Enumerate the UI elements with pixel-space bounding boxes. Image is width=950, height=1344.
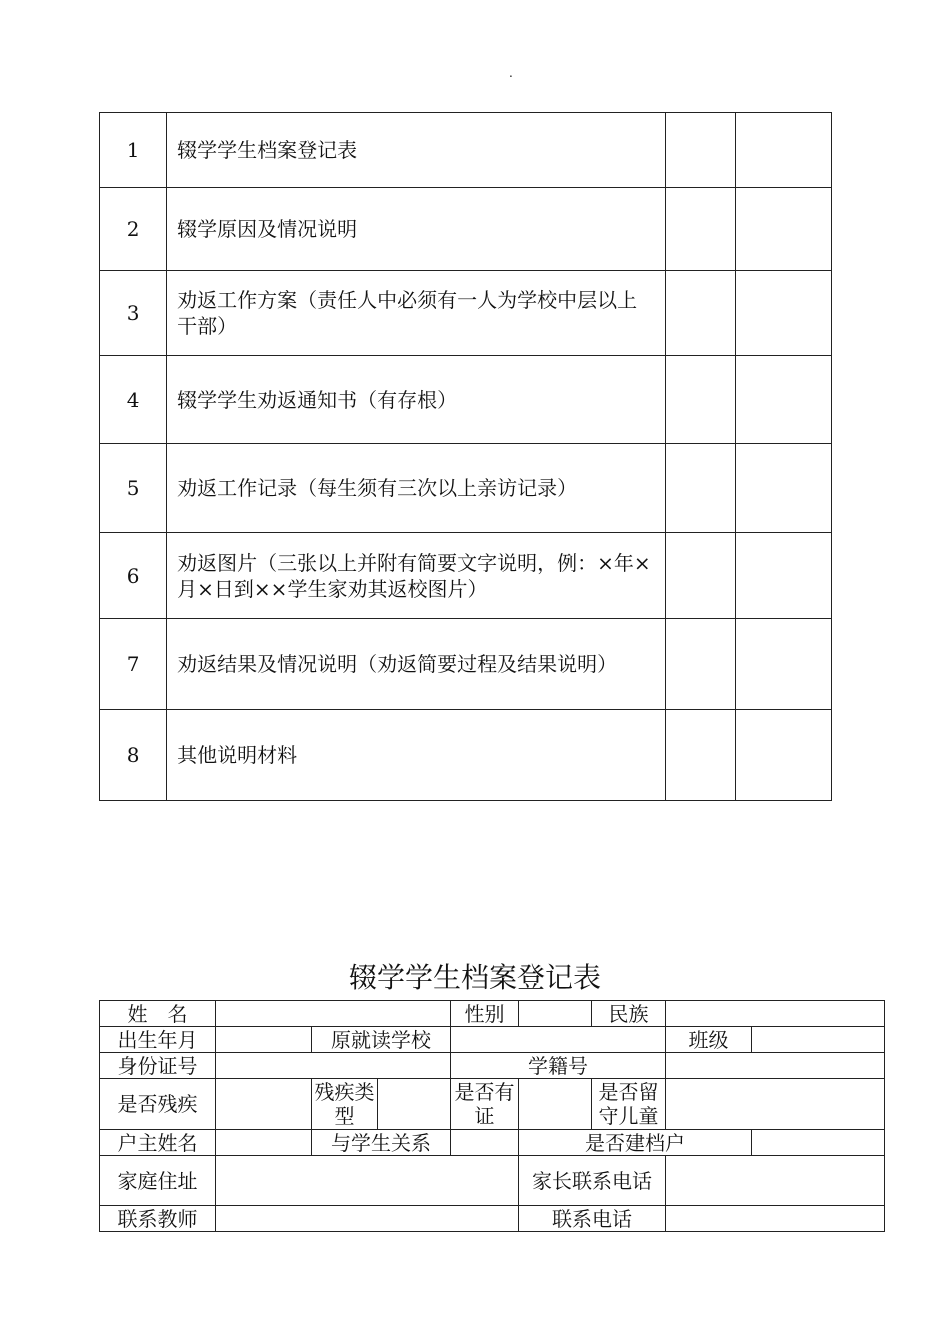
student-no-label: 学籍号: [451, 1053, 666, 1079]
remark-cell[interactable]: [736, 356, 832, 444]
check-cell[interactable]: [666, 356, 736, 444]
check-cell[interactable]: [666, 533, 736, 619]
table-row: [100, 619, 832, 710]
remark-cell[interactable]: [736, 533, 832, 619]
row-number: 1: [100, 113, 167, 188]
check-cell[interactable]: [666, 113, 736, 188]
phone-value[interactable]: [666, 1206, 885, 1232]
student-no-value[interactable]: [666, 1053, 885, 1079]
row-number: 6: [100, 533, 167, 619]
row-number: 2: [100, 188, 167, 271]
table-row: [100, 356, 832, 444]
parent-phone-value[interactable]: [666, 1156, 885, 1206]
row-item: 辍学学生劝返通知书（有存根）: [167, 356, 666, 444]
left-behind-value[interactable]: [666, 1079, 885, 1130]
class-label: 班级: [666, 1027, 752, 1053]
remark-cell[interactable]: [736, 710, 832, 801]
remark-cell[interactable]: [736, 444, 832, 533]
birth-label: 出生年月: [100, 1027, 216, 1053]
dropout-registration-form: [99, 1000, 885, 1232]
row-number: 7: [100, 619, 167, 710]
address-value[interactable]: [216, 1156, 519, 1206]
ethnicity-label: 民族: [592, 1001, 666, 1027]
disabled-value[interactable]: [216, 1079, 312, 1130]
row-item: 辍学学生档案登记表: [167, 113, 666, 188]
school-label: 原就读学校: [312, 1027, 451, 1053]
row-item: 劝返图片（三张以上并附有简要文字说明，例：×年×月×日到××学生家劝其返校图片）: [167, 533, 666, 619]
form-title: 辍学学生档案登记表: [348, 961, 601, 994]
check-cell[interactable]: [666, 710, 736, 801]
id-label: 身份证号: [100, 1053, 216, 1079]
check-cell[interactable]: [666, 271, 736, 356]
relation-label: 与学生关系: [312, 1130, 451, 1156]
table-row: [100, 710, 832, 801]
row-item: 劝返工作方案（责任人中必须有一人为学校中层以上干部）: [167, 271, 666, 356]
teacher-value[interactable]: [216, 1206, 519, 1232]
check-cell[interactable]: [666, 444, 736, 533]
remark-cell[interactable]: [736, 619, 832, 710]
check-cell[interactable]: [666, 619, 736, 710]
table-row: [100, 113, 832, 188]
relation-value[interactable]: [451, 1130, 519, 1156]
left-behind-label: 是否留守儿童: [592, 1079, 666, 1130]
header-dot: .: [509, 66, 513, 80]
poor-file-value[interactable]: [752, 1130, 885, 1156]
school-value[interactable]: [451, 1027, 666, 1053]
row-item: 劝返工作记录（每生须有三次以上亲访记录）: [167, 444, 666, 533]
row-number: 8: [100, 710, 167, 801]
disabled-label: 是否残疾: [100, 1079, 216, 1130]
form-row: [100, 1027, 885, 1053]
remark-cell[interactable]: [736, 113, 832, 188]
remark-cell[interactable]: [736, 271, 832, 356]
birth-value[interactable]: [216, 1027, 312, 1053]
disability-type-label: 残疾类型: [312, 1079, 378, 1130]
teacher-label: 联系教师: [100, 1206, 216, 1232]
address-label: 家庭住址: [100, 1156, 216, 1206]
check-cell[interactable]: [666, 188, 736, 271]
form-row: [100, 1079, 885, 1130]
certified-label: 是否有证: [451, 1079, 519, 1130]
form-row: [100, 1001, 885, 1027]
phone-label: 联系电话: [519, 1206, 666, 1232]
gender-value[interactable]: [519, 1001, 592, 1027]
parent-phone-label: 家长联系电话: [519, 1156, 666, 1206]
table-row: [100, 444, 832, 533]
form-row: [100, 1053, 885, 1079]
disability-type-value[interactable]: [378, 1079, 451, 1130]
certified-value[interactable]: [519, 1079, 592, 1130]
row-number: 3: [100, 271, 167, 356]
form-row: [100, 1130, 885, 1156]
table-row: [100, 271, 832, 356]
row-item: 其他说明材料: [167, 710, 666, 801]
row-number: 4: [100, 356, 167, 444]
gender-label: 性别: [451, 1001, 519, 1027]
row-item: 劝返结果及情况说明（劝返简要过程及结果说明）: [167, 619, 666, 710]
householder-value[interactable]: [216, 1130, 312, 1156]
name-label: 姓 名: [100, 1001, 216, 1027]
householder-label: 户主姓名: [100, 1130, 216, 1156]
id-value[interactable]: [216, 1053, 451, 1079]
form-row: [100, 1156, 885, 1206]
table-row: [100, 533, 832, 619]
ethnicity-value[interactable]: [666, 1001, 885, 1027]
class-value[interactable]: [752, 1027, 885, 1053]
row-item: 辍学原因及情况说明: [167, 188, 666, 271]
remark-cell[interactable]: [736, 188, 832, 271]
row-number: 5: [100, 444, 167, 533]
materials-checklist-table: [99, 112, 832, 801]
name-value[interactable]: [216, 1001, 451, 1027]
poor-file-label: 是否建档户: [519, 1130, 752, 1156]
table-row: [100, 188, 832, 271]
form-row: [100, 1206, 885, 1232]
